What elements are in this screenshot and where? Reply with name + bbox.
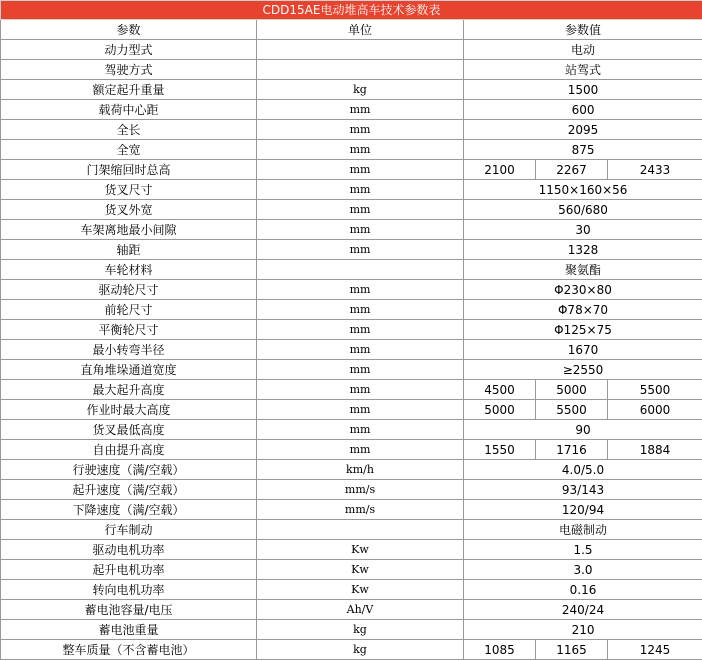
param-name: 驾驶方式 [1, 60, 257, 80]
param-value: 1500 [464, 80, 702, 100]
param-unit: mm [257, 420, 464, 440]
param-unit: mm [257, 220, 464, 240]
param-name: 额定起升重量 [1, 80, 257, 100]
param-name: 货叉尺寸 [1, 180, 257, 200]
param-value-variant: 5000 [464, 400, 536, 420]
param-unit: mm [257, 120, 464, 140]
param-value: 93/143 [464, 480, 702, 500]
table-row [1, 380, 702, 400]
table-row [1, 400, 702, 420]
param-name: 驱动轮尺寸 [1, 280, 257, 300]
param-value: 站驾式 [464, 60, 702, 80]
param-value-variant: 5500 [536, 400, 608, 420]
param-value: 电动 [464, 40, 702, 60]
param-name: 最大起升高度 [1, 380, 257, 400]
param-unit: Ah/V [257, 600, 464, 620]
param-name: 起升速度（满/空载） [1, 480, 257, 500]
param-name: 全宽 [1, 140, 257, 160]
param-value: 1.5 [464, 540, 702, 560]
param-unit: km/h [257, 460, 464, 480]
param-value: 0.16 [464, 580, 702, 600]
param-name: 转向电机功率 [1, 580, 257, 600]
table-row [1, 120, 702, 140]
param-unit: mm [257, 400, 464, 420]
param-name: 自由提升高度 [1, 440, 257, 460]
param-unit [257, 260, 464, 280]
table-row [1, 80, 702, 100]
table-title: CDD15AE电动堆高车技术参数表 [1, 1, 702, 20]
table-row [1, 140, 702, 160]
table-row [1, 280, 702, 300]
param-value-variant: 2100 [464, 160, 536, 180]
table-row [1, 460, 702, 480]
param-unit: mm [257, 140, 464, 160]
header-value: 参数值 [464, 20, 702, 40]
table-row [1, 60, 702, 80]
param-value: 1670 [464, 340, 702, 360]
param-unit: mm [257, 180, 464, 200]
param-value: 240/24 [464, 600, 702, 620]
param-name: 驱动电机功率 [1, 540, 257, 560]
param-unit: mm [257, 200, 464, 220]
param-value: 560/680 [464, 200, 702, 220]
table-row [1, 260, 702, 280]
param-unit: mm [257, 380, 464, 400]
param-unit: mm [257, 440, 464, 460]
param-unit: mm/s [257, 480, 464, 500]
param-name: 车架离地最小间隙 [1, 220, 257, 240]
param-value: 电磁制动 [464, 520, 702, 540]
param-name: 前轮尺寸 [1, 300, 257, 320]
param-value: 600 [464, 100, 702, 120]
param-value: 210 [464, 620, 702, 640]
param-name: 蓄电池重量 [1, 620, 257, 640]
param-unit: kg [257, 640, 464, 660]
param-name: 货叉最低高度 [1, 420, 257, 440]
table-row [1, 160, 702, 180]
param-name: 行驶速度（满/空载） [1, 460, 257, 480]
param-value-variant: 5500 [608, 380, 702, 400]
table-row [1, 200, 702, 220]
param-unit: kg [257, 80, 464, 100]
param-name: 整车质量（不含蓄电池） [1, 640, 257, 660]
table-row [1, 440, 702, 460]
param-name: 车轮材料 [1, 260, 257, 280]
param-value: 2095 [464, 120, 702, 140]
param-value-variant: 2433 [608, 160, 702, 180]
param-unit [257, 60, 464, 80]
param-name: 下降速度（满/空载） [1, 500, 257, 520]
param-unit: mm/s [257, 500, 464, 520]
param-value-variant: 1245 [608, 640, 702, 660]
param-name: 平衡轮尺寸 [1, 320, 257, 340]
param-value: 30 [464, 220, 702, 240]
param-unit: kg [257, 620, 464, 640]
param-unit: mm [257, 340, 464, 360]
param-name: 最小转弯半径 [1, 340, 257, 360]
table-row [1, 540, 702, 560]
param-name: 货叉外宽 [1, 200, 257, 220]
param-name: 载荷中心距 [1, 100, 257, 120]
table-row [1, 500, 702, 520]
table-row [1, 420, 702, 440]
param-name: 作业时最大高度 [1, 400, 257, 420]
param-value-variant: 1085 [464, 640, 536, 660]
param-unit: Kw [257, 540, 464, 560]
table-row [1, 320, 702, 340]
header-param: 参数 [1, 20, 257, 40]
param-name: 行车制动 [1, 520, 257, 540]
param-unit: mm [257, 100, 464, 120]
table-row [1, 520, 702, 540]
table-row [1, 580, 702, 600]
table-row [1, 240, 702, 260]
param-value: 聚氨酯 [464, 260, 702, 280]
param-value-variant: 6000 [608, 400, 702, 420]
param-name: 起升电机功率 [1, 560, 257, 580]
param-value: Φ230×80 [464, 280, 702, 300]
table-row [1, 340, 702, 360]
param-unit: mm [257, 280, 464, 300]
param-value: 3.0 [464, 560, 702, 580]
table-row [1, 640, 702, 660]
param-unit: mm [257, 320, 464, 340]
param-name: 门架缩回时总高 [1, 160, 257, 180]
param-value-variant: 5000 [536, 380, 608, 400]
param-value: 120/94 [464, 500, 702, 520]
table-row [1, 560, 702, 580]
param-unit: Kw [257, 560, 464, 580]
param-unit [257, 520, 464, 540]
header-unit: 单位 [257, 20, 464, 40]
table-row [1, 480, 702, 500]
table-row [1, 220, 702, 240]
param-name: 蓄电池容量/电压 [1, 600, 257, 620]
param-value: Φ125×75 [464, 320, 702, 340]
param-value-variant: 4500 [464, 380, 536, 400]
title-row [1, 1, 702, 20]
param-value: ≥2550 [464, 360, 702, 380]
param-unit: Kw [257, 580, 464, 600]
table-row [1, 600, 702, 620]
param-unit: mm [257, 300, 464, 320]
param-unit: mm [257, 360, 464, 380]
param-value: 1150×160×56 [464, 180, 702, 200]
param-value: Φ78×70 [464, 300, 702, 320]
table-row [1, 40, 702, 60]
table-row [1, 360, 702, 380]
table-row [1, 300, 702, 320]
param-name: 动力型式 [1, 40, 257, 60]
param-value: 4.0/5.0 [464, 460, 702, 480]
table-row [1, 100, 702, 120]
param-unit [257, 40, 464, 60]
param-value-variant: 2267 [536, 160, 608, 180]
param-value-variant: 1716 [536, 440, 608, 460]
param-value: 1328 [464, 240, 702, 260]
param-name: 直角堆垛通道宽度 [1, 360, 257, 380]
param-value: 90 [464, 420, 702, 440]
param-value-variant: 1165 [536, 640, 608, 660]
param-unit: mm [257, 240, 464, 260]
param-name: 轴距 [1, 240, 257, 260]
param-unit: mm [257, 160, 464, 180]
param-value-variant: 1884 [608, 440, 702, 460]
table-row [1, 620, 702, 640]
param-value-variant: 1550 [464, 440, 536, 460]
header-row [1, 20, 702, 40]
table-row [1, 180, 702, 200]
param-value: 875 [464, 140, 702, 160]
param-name: 全长 [1, 120, 257, 140]
